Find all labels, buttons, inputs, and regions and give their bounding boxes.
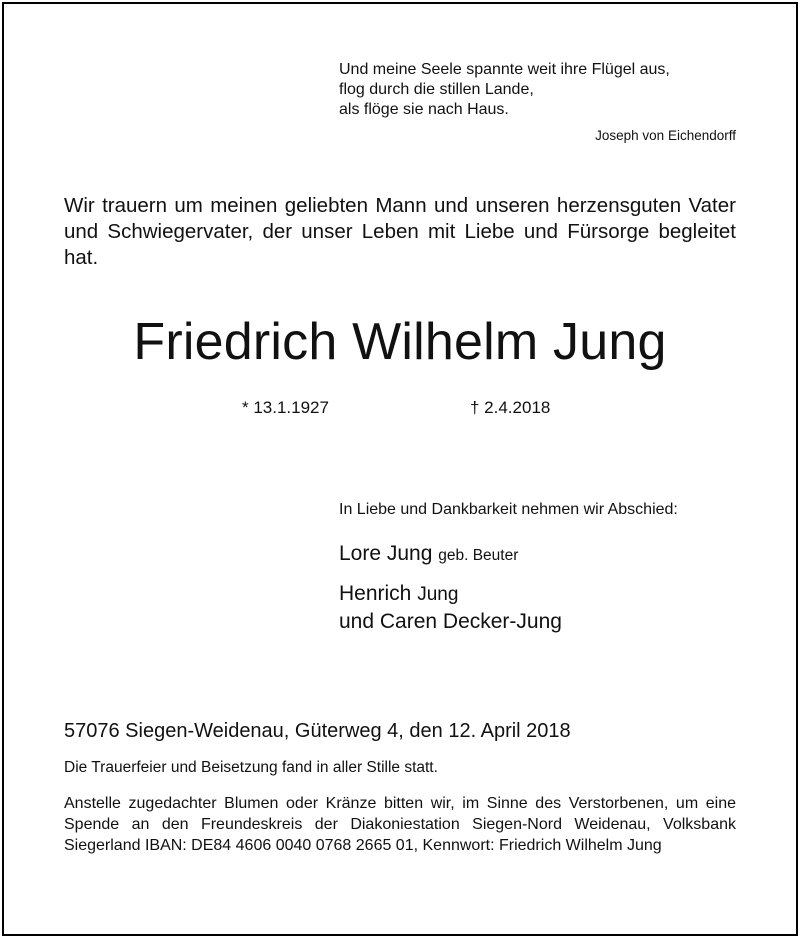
mourner-1 xyxy=(339,540,518,570)
mourner-2 xyxy=(339,580,458,609)
mourner-2-first-name: Henrich xyxy=(339,582,412,605)
poem-author: Joseph von Eichendorff xyxy=(595,128,736,143)
deceased-name: Friedrich Wilhelm Jung xyxy=(133,313,667,371)
donation-request: Anstelle zugedachter Blumen oder Kränze bitten wir, im Sinne des Verstorbenen, um eine Spende an den Freundeskreis der Diakoniestation Siegen-Nord Weidenau, Volksbank Siegerland IBAN: DE84 4606 0040 0768 2665 01, Kennwort: Friedrich Wilhelm Jung xyxy=(64,795,736,854)
birth-date: * 13.1.1927 xyxy=(242,398,329,417)
ceremony-note: Die Trauerfeier und Beisetzung fand in aller Stille statt. xyxy=(64,759,438,776)
place-and-date: 57076 Siegen-Weidenau, Güterweg 4, den 12. April 2018 xyxy=(64,720,571,742)
mourner-1-name: Lore Jung xyxy=(339,542,433,565)
poem-line-1: Und meine Seele spannte weit ihre Flügel aus, xyxy=(339,61,670,78)
farewell-line: In Liebe und Dankbarkeit nehmen wir Abschied: xyxy=(339,501,678,518)
poem-line-2: flog durch die stillen Lande, xyxy=(339,81,534,98)
mourner-3: und Caren Decker-Jung xyxy=(339,610,562,633)
poem-line-3: als flöge sie nach Haus. xyxy=(339,101,509,118)
intro-text: Wir trauern um meinen geliebten Mann und unseren herzensguten Vater und Schwiegervater, der unser Leben mit Liebe und Fürsorge begleitet hat. xyxy=(64,194,736,269)
mourner-1-note: geb. Beuter xyxy=(438,547,519,564)
death-date: † 2.4.2018 xyxy=(470,398,551,417)
mourner-2-last-name: Jung xyxy=(417,584,459,605)
poem-quote xyxy=(339,60,670,120)
